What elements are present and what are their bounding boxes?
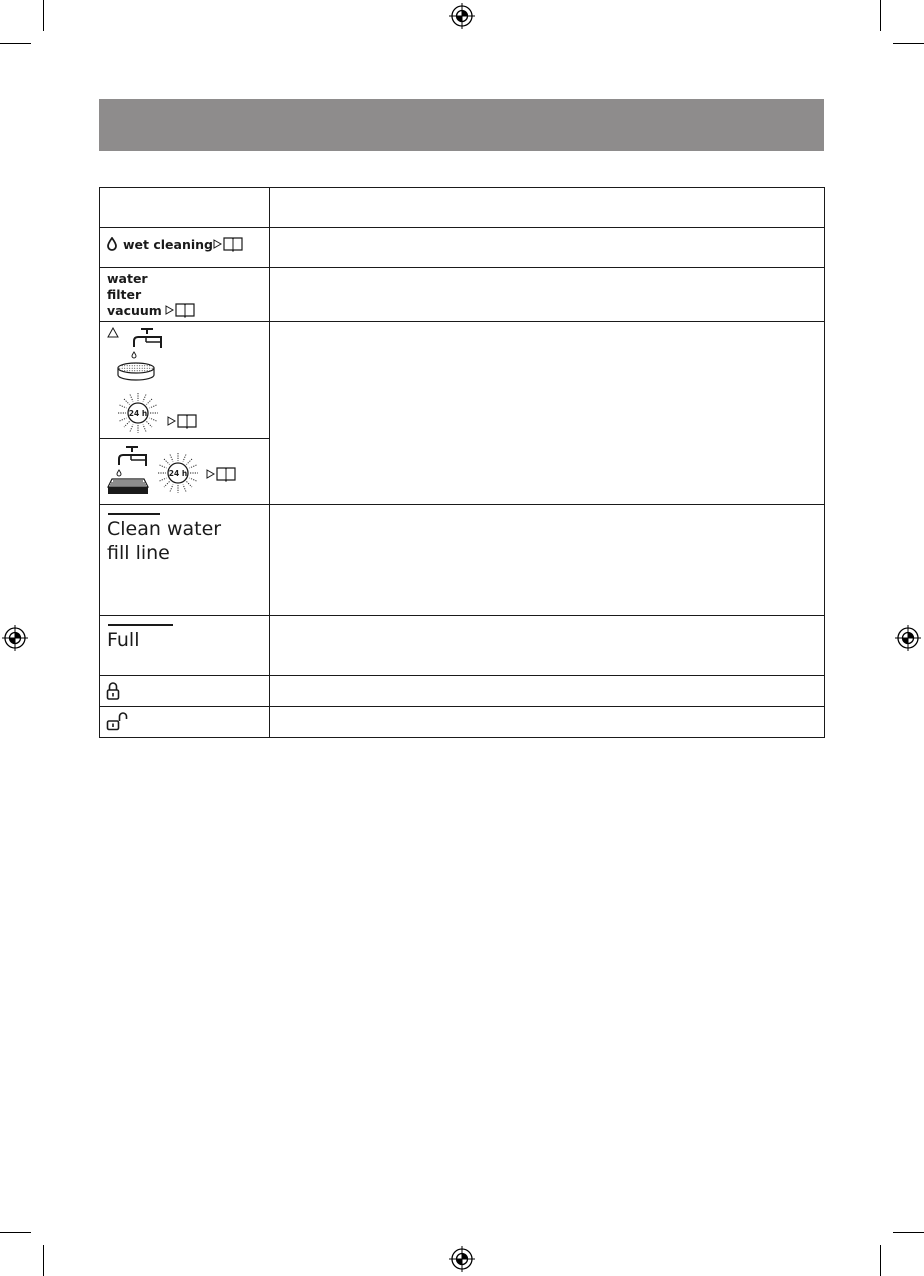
lock-closed-icon	[106, 681, 120, 701]
crop-mark	[43, 1245, 44, 1276]
registration-mark-icon	[449, 3, 475, 29]
symbol-label: Full	[107, 629, 140, 651]
table-row	[100, 616, 825, 676]
manual-book-icon	[216, 466, 236, 482]
24h-sun-icon	[116, 391, 160, 435]
warning-triangle-icon	[107, 327, 119, 338]
table-row	[100, 676, 825, 707]
symbol-label-line: water	[107, 271, 148, 286]
round-filter-icon	[116, 362, 156, 382]
description-cell	[270, 228, 825, 268]
description-cell	[270, 505, 825, 616]
table-header-row	[100, 188, 825, 228]
arrow-right-icon	[167, 416, 176, 426]
symbol-label-line: filter	[107, 287, 142, 302]
full-line-marker	[108, 624, 173, 626]
timer-label: 24 h	[128, 409, 148, 418]
24h-sun-icon	[156, 451, 200, 495]
lock-open-icon	[106, 711, 130, 731]
crop-mark	[0, 1232, 31, 1233]
description-cell	[270, 616, 825, 676]
crop-mark	[880, 1245, 881, 1276]
symbol-cell	[100, 616, 270, 676]
table-row	[100, 228, 825, 268]
table-row	[100, 322, 825, 439]
table-row	[100, 505, 825, 616]
symbol-cell	[100, 228, 270, 268]
symbol-cell	[100, 676, 270, 707]
table-header-cell-symbol	[100, 188, 270, 228]
tap-icon	[130, 326, 166, 362]
symbol-cell	[100, 322, 270, 439]
symbol-label-line: vacuum	[107, 303, 162, 318]
arrow-right-icon	[206, 469, 215, 479]
timer-label: 24 h	[168, 469, 188, 478]
registration-mark-icon	[895, 625, 921, 651]
symbol-cell	[100, 439, 270, 505]
symbol-cell	[100, 505, 270, 616]
symbol-label-line: Clean water	[107, 518, 222, 540]
description-cell	[270, 322, 825, 505]
symbol-label: wet cleaning	[123, 237, 213, 252]
arrow-right-icon	[213, 239, 222, 249]
description-cell	[270, 707, 825, 738]
flat-filter-icon	[106, 477, 150, 497]
symbol-cell	[100, 268, 270, 322]
symbol-cell	[100, 707, 270, 738]
tap-icon	[115, 444, 151, 480]
manual-book-icon	[223, 236, 243, 252]
description-cell	[270, 268, 825, 322]
registration-mark-icon	[449, 1246, 475, 1272]
table-row	[100, 707, 825, 738]
fill-line-marker	[108, 513, 160, 515]
crop-mark	[893, 1232, 924, 1233]
manual-book-icon	[177, 413, 197, 429]
description-cell	[270, 676, 825, 707]
symbol-table	[99, 187, 825, 738]
section-header-bar	[99, 99, 824, 151]
crop-mark	[0, 43, 31, 44]
arrow-right-icon	[165, 305, 174, 315]
registration-mark-icon	[2, 625, 28, 651]
water-drop-icon	[107, 237, 117, 251]
table-row	[100, 268, 825, 322]
table-header-cell-meaning	[270, 188, 825, 228]
manual-book-icon	[175, 302, 195, 318]
symbol-label-line: fill line	[107, 542, 170, 564]
crop-mark	[43, 0, 44, 31]
crop-mark	[880, 0, 881, 31]
crop-mark	[893, 43, 924, 44]
